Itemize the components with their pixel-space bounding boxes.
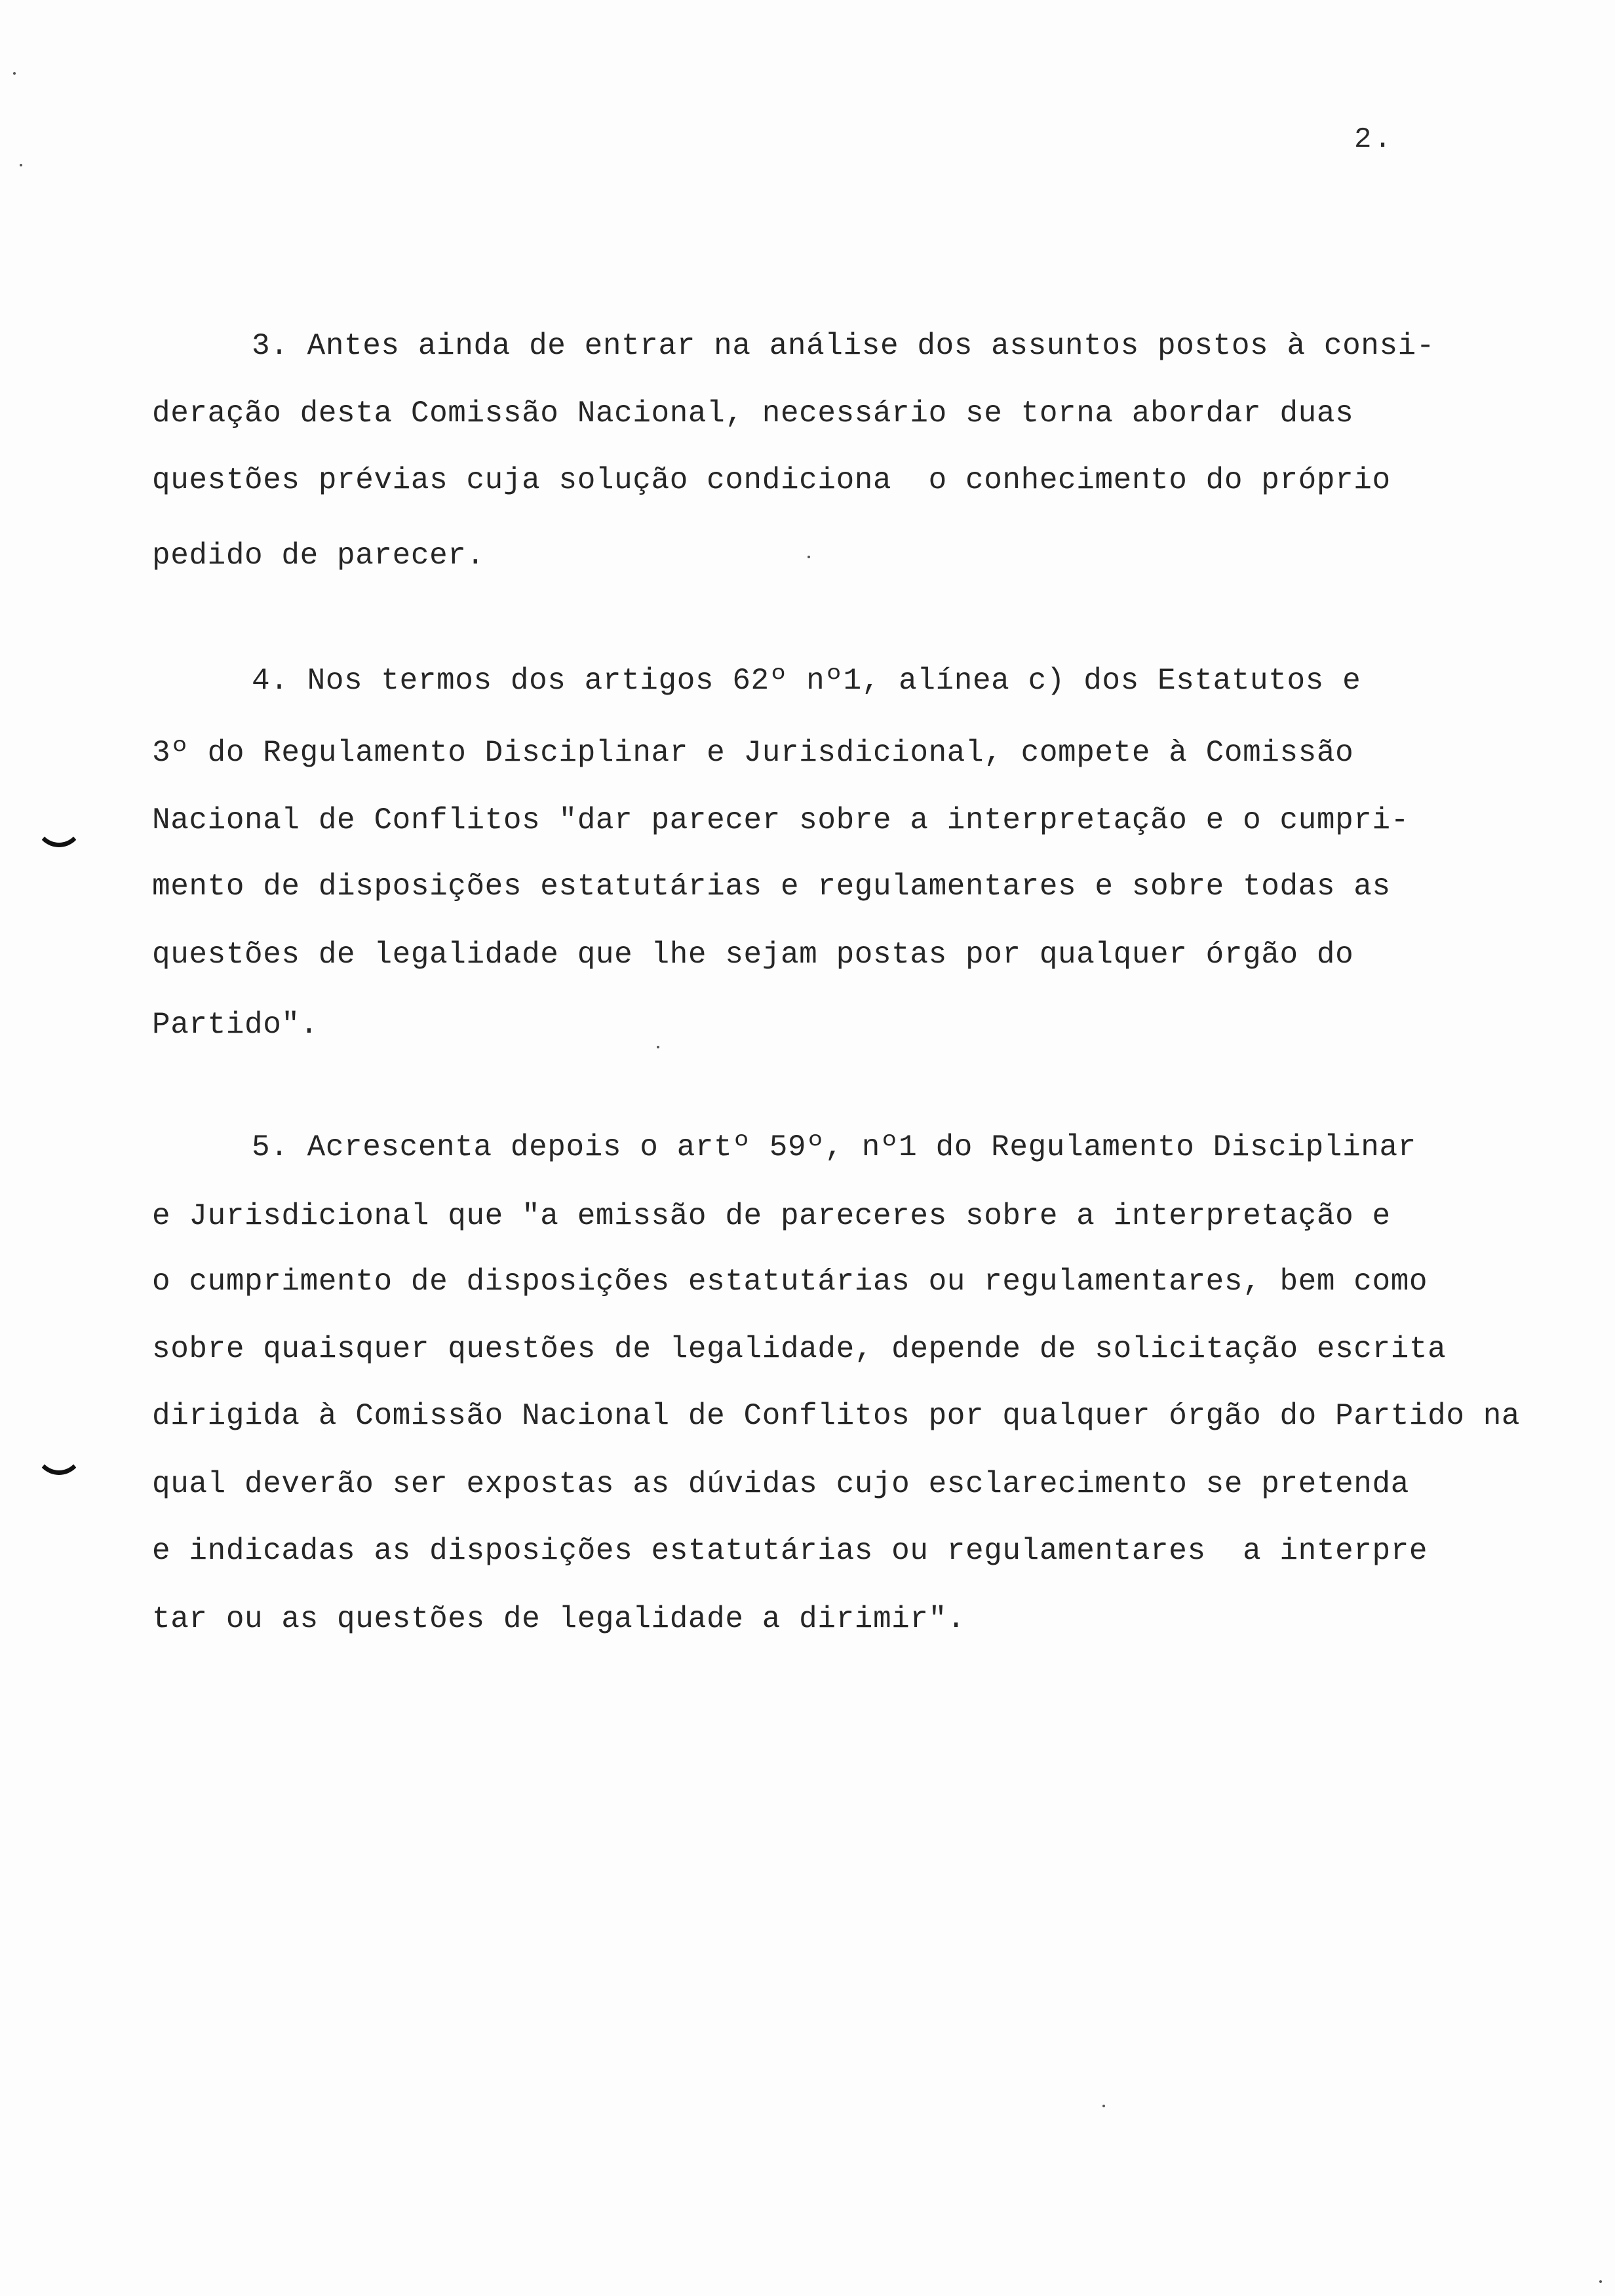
scan-speck [1102, 2105, 1105, 2107]
paragraph-line: 4. Nos termos dos artigos 62º nº1, alínea c) dos Estatutos e [252, 664, 1361, 698]
scan-speck [13, 72, 16, 75]
page-number: 2. [1354, 123, 1394, 156]
scan-speck [20, 164, 22, 166]
paragraph-line: 3º do Regulamento Disciplinar e Jurisdicional, compete à Comissão [152, 736, 1354, 770]
paragraph-line: deração desta Comissão Nacional, necessário se torna abordar duas [152, 396, 1354, 430]
scan-speck [808, 556, 810, 558]
binder-hole-mark-top [35, 819, 83, 847]
paragraph-line: pedido de parecer. [152, 539, 485, 573]
paragraph-line: 5. Acrescenta depois o artº 59º, nº1 do Regulamento Disciplinar [252, 1130, 1416, 1164]
scan-speck [1599, 2280, 1602, 2283]
paragraph-line: e Jurisdicional que "a emissão de pareceres sobre a interpretação e [152, 1199, 1391, 1233]
paragraph-line: 3. Antes ainda de entrar na análise dos assuntos postos à consi- [252, 329, 1435, 363]
paragraph-line: sobre quaisquer questões de legalidade, depende de solicitação escrita [152, 1332, 1447, 1366]
paragraph-line: qual deverão ser expostas as dúvidas cujo esclarecimento se pretenda [152, 1467, 1409, 1501]
binder-hole-mark-bottom [35, 1447, 83, 1475]
paragraph-line: dirigida à Comissão Nacional de Conflitos por qualquer órgão do Partido na [152, 1399, 1521, 1433]
paragraph-line: tar ou as questões de legalidade a dirimir". [152, 1602, 965, 1636]
paragraph-line: e indicadas as disposições estatutárias ou regulamentares a interpre [152, 1534, 1428, 1568]
paragraph-line: questões de legalidade que lhe sejam postas por qualquer órgão do [152, 938, 1354, 972]
paragraph-line: questões prévias cuja solução condiciona o conhecimento do próprio [152, 463, 1391, 497]
scan-speck [657, 1046, 659, 1048]
paragraph-line: o cumprimento de disposições estatutárias ou regulamentares, bem como [152, 1265, 1428, 1299]
paragraph-line: mento de disposições estatutárias e regulamentares e sobre todas as [152, 870, 1391, 904]
paragraph-line: Nacional de Conflitos "dar parecer sobre a interpretação e o cumpri- [152, 803, 1409, 837]
paragraph-line: Partido". [152, 1008, 319, 1042]
